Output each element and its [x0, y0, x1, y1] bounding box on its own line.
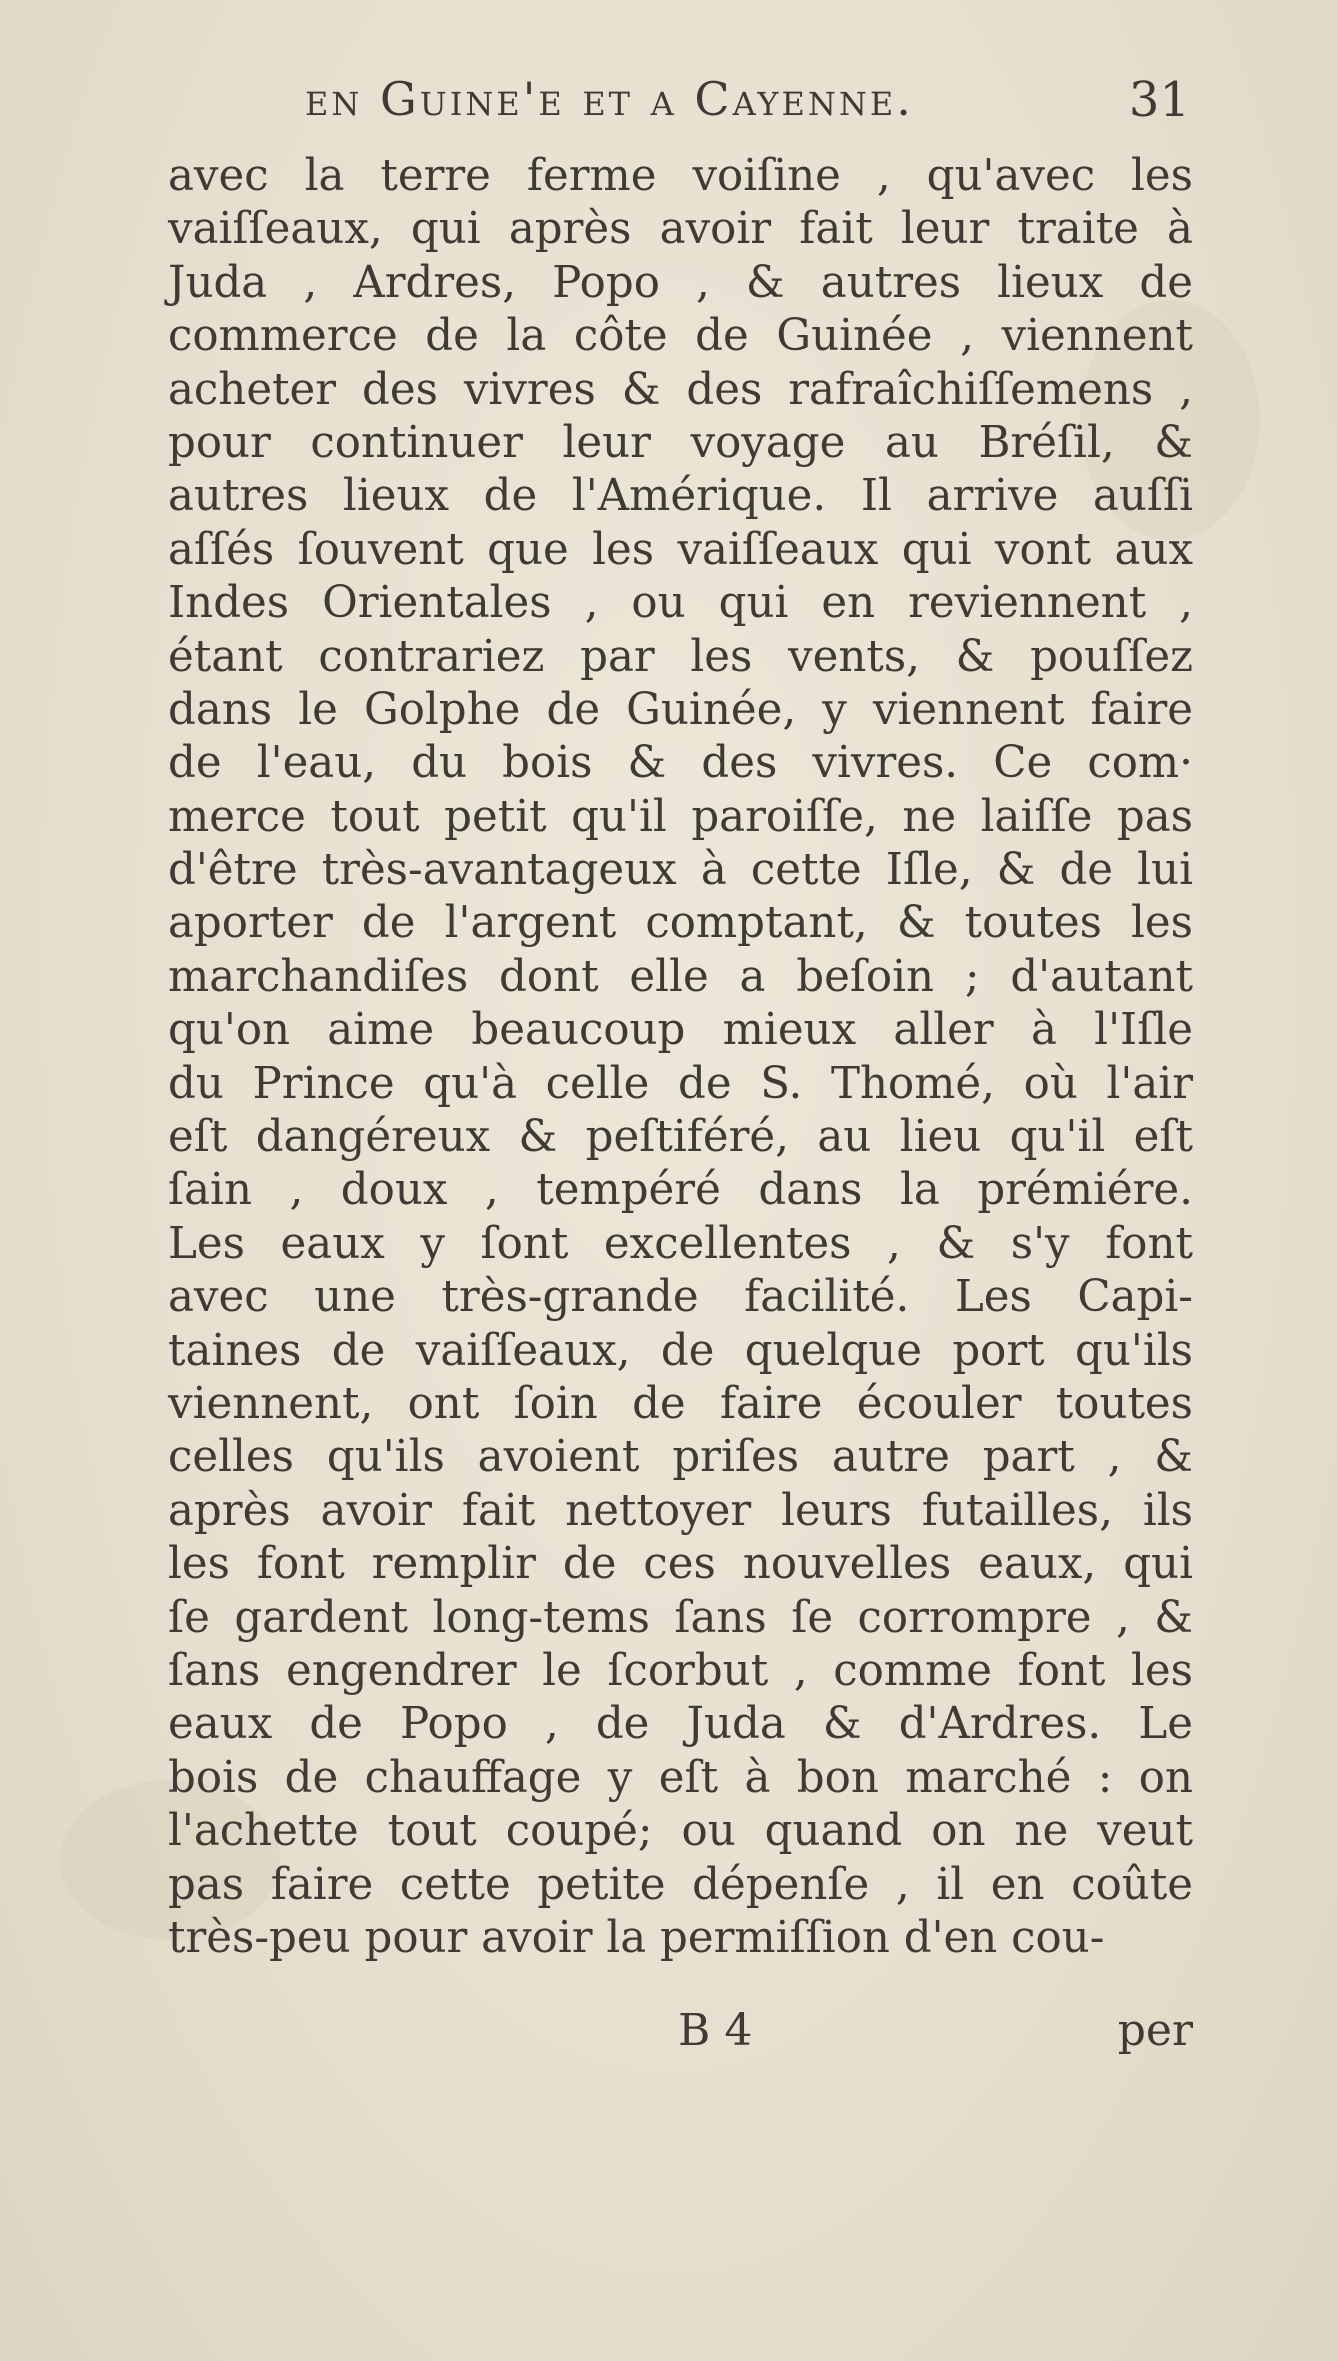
- text-line: pour continuer leur voyage au Bréſil, &: [168, 417, 1193, 468]
- running-head-title: en Guine'e et a Cayenne.: [305, 72, 914, 126]
- text-line: vaiſſeaux, qui après avoir fait leur traite à: [168, 204, 1193, 255]
- text-line: eſt dangéreux & peſtiféré, au lieu qu'il eſt: [168, 1112, 1193, 1163]
- text-line: Indes Orientales , ou qui en reviennent ,: [168, 578, 1193, 629]
- text-line: les font remplir de ces nouvelles eaux, qui: [168, 1539, 1193, 1590]
- text-line: commerce de la côte de Guinée , viennent: [168, 311, 1193, 362]
- text-line: acheter des vivres & des rafraîchiſſemens ,: [168, 364, 1193, 415]
- signature-mark: B 4: [678, 2005, 753, 2056]
- body-text: [168, 150, 1193, 1965]
- text-line: eaux de Popo , de Juda & d'Ardres. Le: [168, 1699, 1193, 1750]
- text-line: autres lieux de l'Amérique. Il arrive auſſi: [168, 471, 1193, 522]
- text-line: Juda , Ardres, Popo , & autres lieux de: [168, 257, 1193, 308]
- text-line: ſans engendrer le ſcorbut , comme font les: [168, 1645, 1193, 1696]
- text-line: aſſés ſouvent que les vaiſſeaux qui vont aux: [168, 524, 1193, 575]
- text-line: d'être très-avantageux à cette Iſle, & de lui: [168, 845, 1193, 896]
- text-line: très-peu pour avoir la permiſſion d'en cou-: [168, 1912, 1105, 1963]
- page-footer: [168, 2005, 1193, 2065]
- text-line: de l'eau, du bois & des vivres. Ce com·: [168, 738, 1193, 789]
- running-head: [175, 72, 1190, 132]
- text-line: merce tout petit qu'il paroiſſe, ne laiſſe pas: [168, 791, 1193, 842]
- text-line: avec une très-grande facilité. Les Capi-: [168, 1272, 1193, 1323]
- text-line: après avoir fait nettoyer leurs futailles, ils: [168, 1485, 1193, 1536]
- text-line: pas faire cette petite dépenſe , il en coûte: [168, 1859, 1193, 1910]
- text-line: ſe gardent long-tems ſans ſe corrompre , &: [168, 1592, 1193, 1643]
- text-line: dans le Golphe de Guinée, y viennent faire: [168, 684, 1193, 735]
- text-line: l'achette tout coupé; ou quand on ne veut: [168, 1806, 1193, 1857]
- text-line: celles qu'ils avoient priſes autre part , &: [168, 1432, 1193, 1483]
- text-line: Les eaux y ſont excellentes , & s'y font: [168, 1218, 1193, 1269]
- text-line: qu'on aime beaucoup mieux aller à l'Iſle: [168, 1005, 1193, 1056]
- text-line: avec la terre ferme voiſine , qu'avec les: [168, 151, 1193, 201]
- text-line: aporter de l'argent comptant, & toutes les: [168, 898, 1193, 949]
- text-line: du Prince qu'à celle de S. Thomé, où l'air: [168, 1058, 1193, 1109]
- page-number: 31: [1128, 72, 1190, 128]
- text-line: viennent, ont ſoin de faire écouler toutes: [168, 1378, 1193, 1429]
- text-line: taines de vaiſſeaux, de quelque port qu'ils: [168, 1325, 1193, 1376]
- text-line: étant contrariez par les vents, & pouſſez: [168, 631, 1193, 682]
- text-line: bois de chauffage y eſt à bon marché : on: [168, 1752, 1193, 1803]
- text-line: marchandiſes dont elle a beſoin ; d'autant: [168, 951, 1193, 1002]
- catchword: per: [1117, 2005, 1193, 2056]
- text-line: ſain , doux , tempéré dans la prémiére.: [168, 1165, 1193, 1216]
